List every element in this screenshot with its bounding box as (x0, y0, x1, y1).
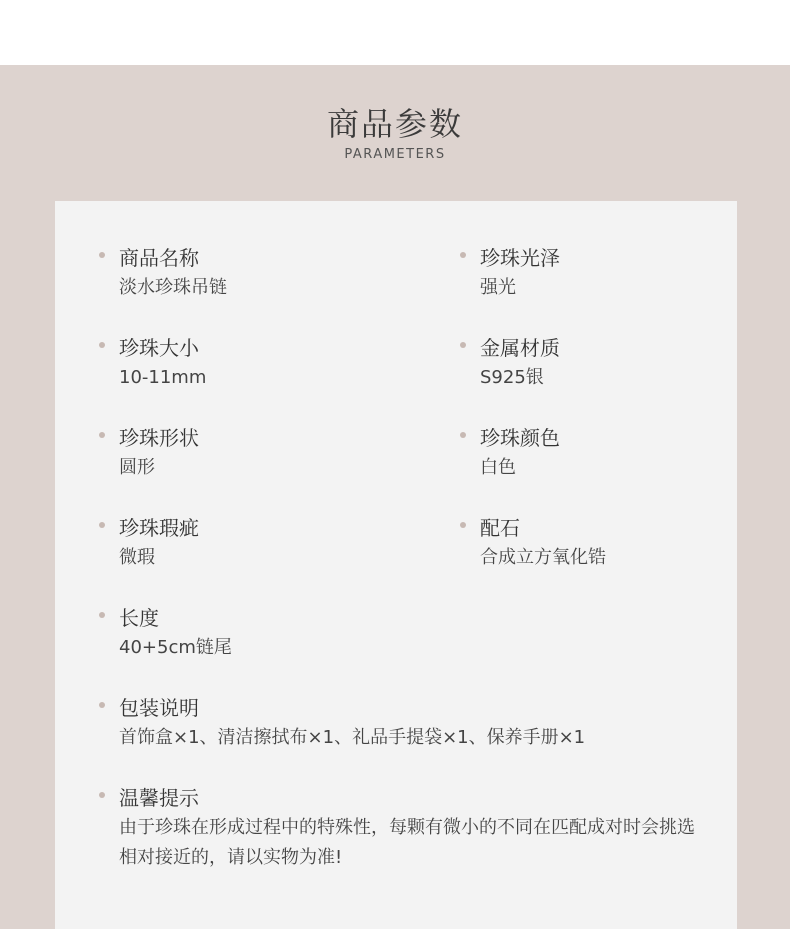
bullet-dot-icon (99, 432, 105, 438)
param-label: 珍珠形状 (119, 426, 199, 450)
param-item-stone (480, 513, 606, 573)
parameters-card (55, 201, 737, 929)
param-label: 长度 (119, 606, 159, 630)
param-label: 温馨提示 (119, 786, 199, 810)
param-item-length (119, 603, 232, 663)
param-value: 10-11mm (119, 367, 207, 388)
param-item-tips (119, 783, 701, 873)
param-label: 商品名称 (119, 246, 199, 270)
param-label: 金属材质 (480, 336, 560, 360)
bullet-dot-icon (460, 522, 466, 528)
param-value: 淡水珍珠吊链 (119, 277, 227, 298)
bullet-dot-icon (99, 702, 105, 708)
bullet-dot-icon (99, 792, 105, 798)
param-label: 珍珠瑕疵 (119, 516, 199, 540)
param-item-size (119, 333, 206, 393)
param-label: 珍珠大小 (119, 336, 199, 360)
section-subtitle: PARAMETERS (344, 147, 446, 162)
bullet-dot-icon (460, 252, 466, 258)
section-title: 商品参数 (326, 105, 463, 143)
param-value: 合成立方氧化锆 (480, 547, 606, 568)
param-item-package (119, 693, 699, 753)
param-value: 圆形 (119, 457, 155, 478)
param-item-color (480, 423, 560, 483)
param-value: 40+5cm链尾 (119, 637, 232, 658)
param-value: 首饰盒×1、清洁擦拭布×1、礼品手提袋×1、保养手册×1 (119, 727, 586, 748)
param-value: 微瑕 (119, 547, 155, 568)
bullet-dot-icon (99, 342, 105, 348)
bullet-dot-icon (99, 612, 105, 618)
param-item-luster (480, 243, 560, 303)
param-item-name (119, 243, 227, 303)
param-value: 白色 (480, 457, 516, 478)
param-label: 珍珠颜色 (480, 426, 560, 450)
param-item-metal (480, 333, 560, 393)
param-value: 强光 (480, 277, 516, 298)
param-label: 珍珠光泽 (480, 246, 560, 270)
param-item-shape (119, 423, 199, 483)
param-value: 由于珍珠在形成过程中的特殊性，每颗有微小的不同在匹配成对时会挑选相对接近的，请以实物为准! (119, 817, 695, 868)
bullet-dot-icon (99, 522, 105, 528)
parameters-section (0, 65, 790, 929)
top-blank-area (0, 0, 790, 65)
bullet-dot-icon (99, 252, 105, 258)
bullet-dot-icon (460, 432, 466, 438)
param-label: 配石 (480, 516, 520, 540)
param-value: S925银 (480, 367, 544, 388)
param-label: 包装说明 (119, 696, 199, 720)
bullet-dot-icon (460, 342, 466, 348)
param-item-flaw (119, 513, 199, 573)
